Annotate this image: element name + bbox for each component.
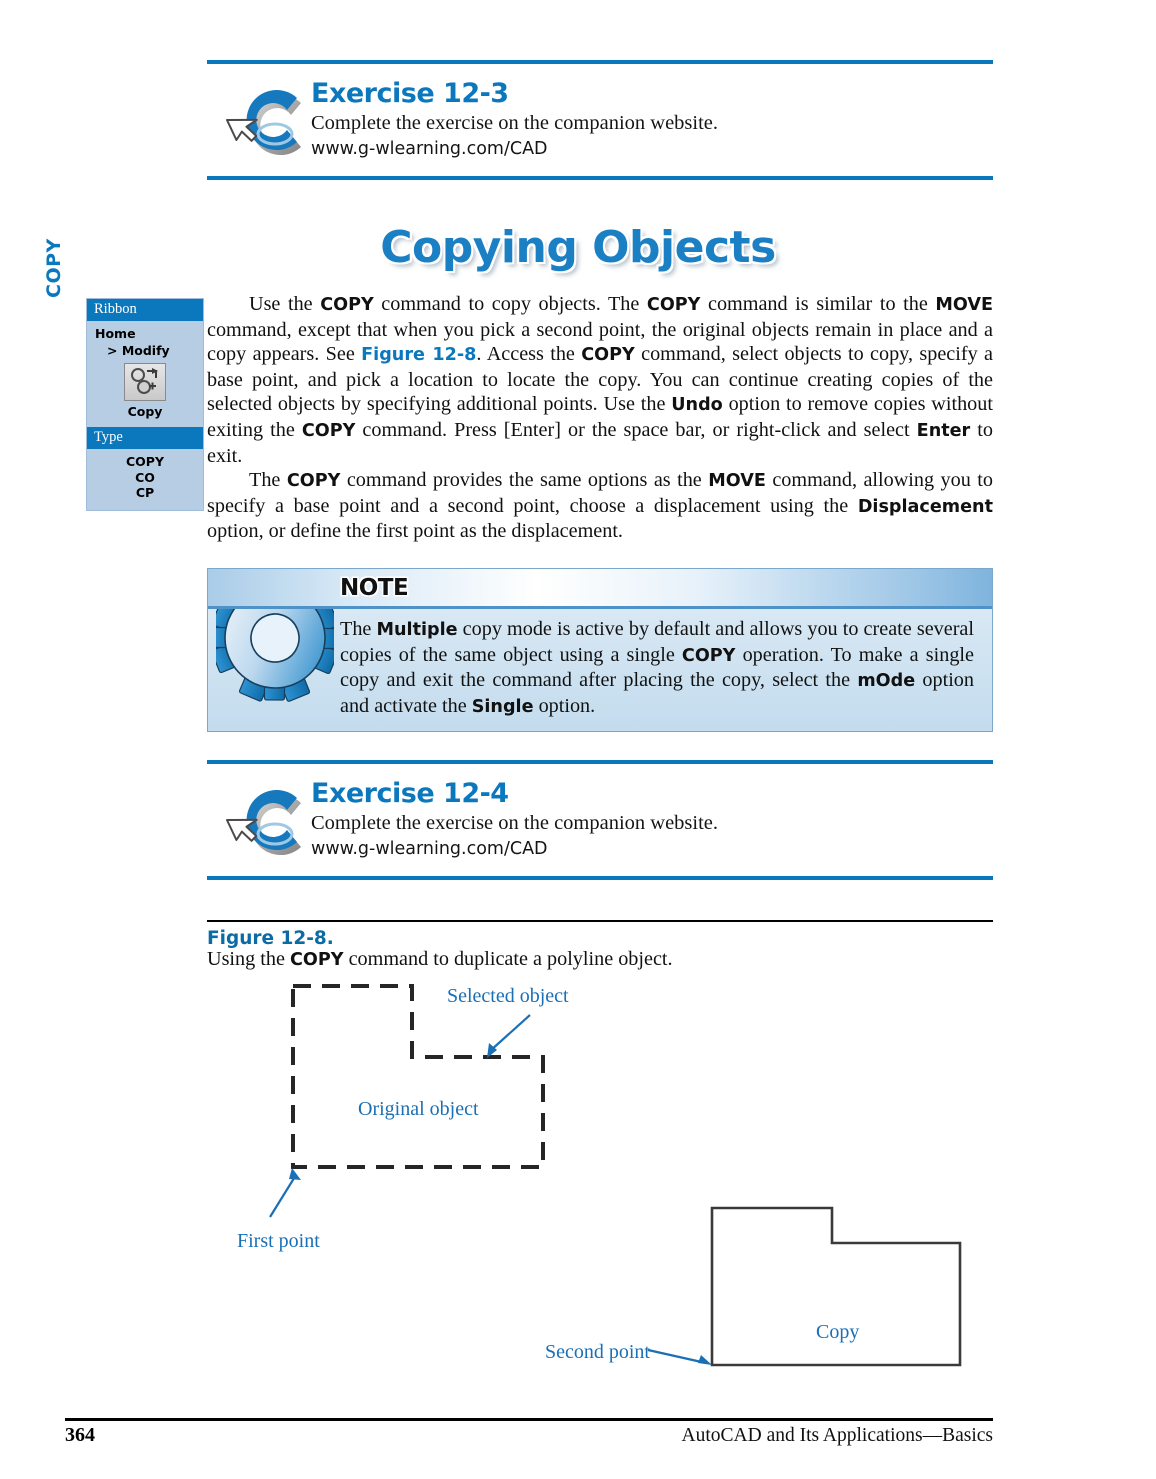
- command-name-label: COPY: [43, 238, 65, 298]
- body-copy: [207, 292, 993, 544]
- text-run: The: [249, 469, 287, 492]
- figure-top-rule: [207, 920, 993, 922]
- type-section-header: Type: [87, 427, 203, 449]
- first-point-arrowhead: [289, 1168, 301, 1180]
- note-title: NOTE: [340, 575, 409, 601]
- copy-tool-icon[interactable]: [124, 363, 166, 401]
- command-alias: COPY: [125, 454, 164, 470]
- text-run: COPY: [581, 345, 635, 366]
- command-box: [86, 298, 204, 511]
- exercise-top-rule: [207, 760, 993, 764]
- text-run: . Access the: [476, 343, 582, 366]
- exercise-block-12-4: [207, 760, 993, 880]
- text-run: Enter: [916, 420, 971, 441]
- text-run: option.: [533, 694, 596, 717]
- text-run: Undo: [671, 395, 723, 416]
- copy-tool-label: Copy: [127, 404, 163, 420]
- figure-number: Figure 12-8.: [207, 928, 334, 949]
- ribbon-section-body: [87, 321, 203, 428]
- second-point-leader: [648, 1350, 706, 1363]
- copy-tool-icon-wrap: [93, 363, 197, 401]
- text-run: COPY: [681, 645, 736, 666]
- figure-label-second-point: Second point: [545, 1341, 650, 1363]
- text-run: Using the: [207, 948, 290, 970]
- exercise-bottom-rule: [207, 876, 993, 880]
- exercise-c-cursor-icon: [219, 74, 311, 166]
- text-run: COPY: [646, 295, 701, 315]
- text-run: command provides the same options as the: [340, 469, 709, 492]
- text-run: command is similar to the: [700, 293, 936, 315]
- ribbon-section-header: Ribbon: [87, 299, 203, 321]
- text-run: COPY: [320, 295, 374, 315]
- text-run: command to copy objects. The: [373, 293, 647, 315]
- exercise-description: Complete the exercise on the companion website.: [311, 812, 719, 834]
- exercise-title: Exercise 12-4: [311, 778, 509, 809]
- second-point-arrowhead: [698, 1355, 712, 1365]
- exercise-description: Complete the exercise on the companion website.: [311, 112, 719, 134]
- figure-label-original-object: Original object: [358, 1098, 479, 1120]
- figure-label-first-point: First point: [237, 1230, 320, 1252]
- figure-diagram: [0, 965, 1156, 1405]
- text-run: to exit.: [207, 418, 993, 467]
- text-run: option and activate the: [340, 669, 974, 717]
- exercise-c-cursor-icon: [219, 774, 311, 866]
- type-section-body: [87, 449, 203, 510]
- ribbon-tab-label: Home: [95, 325, 136, 341]
- exercise-website-url[interactable]: www.g-wlearning.com/CAD: [311, 139, 548, 159]
- text-run: mOde: [857, 671, 916, 692]
- figure-label-copy: Copy: [816, 1321, 860, 1343]
- exercise-bottom-rule: [207, 176, 993, 180]
- page-number: 364: [65, 1424, 95, 1446]
- text-run: COPY: [301, 420, 356, 441]
- ribbon-panel-label: > Modify: [107, 342, 170, 358]
- paragraph-1: [207, 292, 993, 468]
- exercise-top-rule: [207, 60, 993, 64]
- footer-book-title: AutoCAD and Its Applications—Basics: [681, 1425, 993, 1446]
- command-alias: CP: [135, 485, 155, 501]
- text-run: The: [340, 618, 377, 640]
- exercise-title: Exercise 12-3: [311, 78, 509, 109]
- text-run: command, allowing you to specify a base point and a second point, choose a displacement using the: [207, 469, 993, 517]
- page-title: Copying Objects: [380, 222, 776, 273]
- text-run: MOVE: [935, 295, 993, 315]
- text-run: MOVE: [708, 471, 766, 492]
- text-run: COPY: [290, 950, 344, 970]
- first-point-leader: [270, 1175, 296, 1217]
- note-callout: [207, 568, 993, 732]
- exercise-website-url[interactable]: www.g-wlearning.com/CAD: [311, 839, 548, 859]
- text-run: Use the: [249, 293, 321, 315]
- command-alias: CO: [135, 469, 155, 485]
- text-run: Single: [471, 696, 534, 717]
- text-run: command to duplicate a polyline object.: [343, 948, 673, 970]
- original-object-outline: [293, 986, 543, 1167]
- text-run: option, or define the first point as the displacement.: [207, 520, 623, 543]
- text-run: command, except that when you pick a second point, the original objects remain in place and a copy appears. See: [207, 318, 993, 366]
- text-run: option to remove copies without exiting the: [207, 393, 993, 441]
- figure-label-selected-object: Selected object: [447, 985, 569, 1007]
- text-run: operation. To make a single copy and exit the command after placing the copy, select the: [340, 643, 974, 692]
- text-run: COPY: [286, 471, 341, 492]
- text-run: Displacement: [857, 496, 993, 517]
- text-run: Figure 12-8: [361, 345, 477, 366]
- paragraph-2: [207, 468, 993, 544]
- text-run: command, select objects to copy, specify a base point, and pick a location to locate the copy. You can continue creating copies of the selected objects by specifying additional points. Use the: [207, 343, 993, 416]
- selected-object-leader: [490, 1015, 530, 1051]
- note-header-bar: [208, 569, 992, 609]
- text-run: copy mode is active by default and allows you to create several copies of the same object using a single: [340, 618, 975, 666]
- footer-rule: [65, 1418, 993, 1421]
- text-run: Multiple: [376, 620, 458, 640]
- text-run: command. Press [Enter] or the space bar, or right-click and select: [355, 418, 917, 441]
- exercise-block-12-3: [207, 60, 993, 180]
